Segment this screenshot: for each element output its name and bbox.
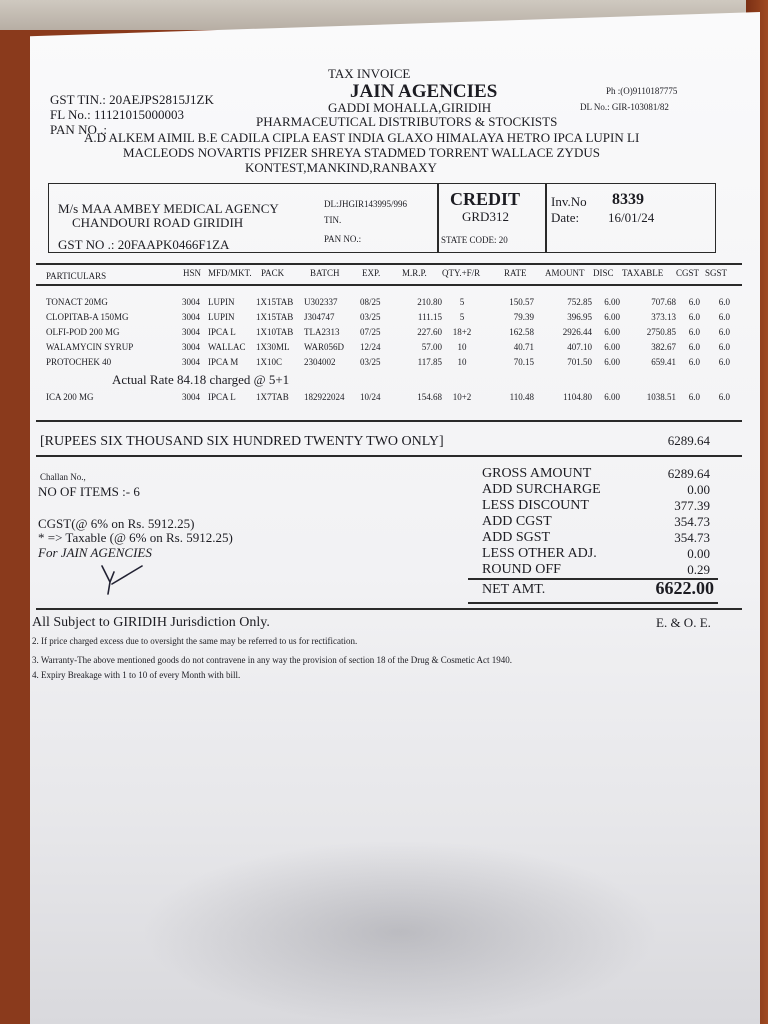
total-value: 377.39 [674, 498, 710, 513]
brands-line-1: A.D ALKEM AIMIL B.E CADILA CIPLA EAST INDIA GLAXO HIMALAYA HETRO IPCA LUPIN LI [84, 130, 640, 145]
cell-mfd: LUPIN [208, 297, 235, 307]
cell-batch: TLA2313 [304, 327, 340, 337]
cell-amount: 701.50 [567, 357, 592, 367]
cell-amount: 2926.44 [562, 327, 592, 337]
cell-disc: 6.00 [604, 312, 620, 322]
cell-sgst: 6.0 [718, 357, 730, 367]
fl-number: FL No.: 11121015000003 [50, 107, 184, 122]
cell-mfd: WALLAC [208, 342, 246, 352]
cell-disc: 6.00 [604, 342, 620, 352]
col-particulars: PARTICULARS [46, 271, 107, 281]
cell-mfd: IPCA M [208, 357, 239, 367]
cell-exp: 10/24 [360, 392, 381, 402]
cell-sgst: 6.0 [718, 327, 730, 337]
total-value: 0.00 [687, 482, 710, 497]
cell-mrp: 227.60 [417, 327, 442, 337]
col-exp: EXP. [362, 268, 381, 278]
col-amount: AMOUNT [545, 268, 585, 278]
cell-hsn: 3004 [182, 327, 200, 337]
signature-mark [92, 558, 152, 598]
net-amount-label: NET AMT. [482, 582, 546, 597]
cell-amount: 752.85 [567, 297, 592, 307]
route-code: GRD312 [462, 209, 509, 224]
cell-batch: WAR056D [304, 342, 344, 352]
col-batch: BATCH [310, 268, 340, 278]
company-dl-number: DL No.: GIR-103081/82 [580, 102, 669, 112]
col-sgst: SGST [705, 268, 728, 278]
cell-cgst: 6.0 [688, 312, 700, 322]
total-value: 6289.64 [667, 466, 710, 481]
cell-cgst: 6.0 [688, 357, 700, 367]
cell-qty: 18+2 [452, 327, 472, 337]
cell-mrp: 210.80 [417, 297, 442, 307]
total-label: ADD SURCHARGE [482, 482, 601, 497]
cell-disc: 6.00 [604, 297, 620, 307]
payment-type: CREDIT [450, 189, 521, 209]
cell-batch: 2304002 [304, 357, 336, 367]
cell-rate: 40.71 [513, 342, 534, 352]
cell-mfd: IPCA L [208, 392, 236, 402]
cell-particulars: TONACT 20MG [46, 297, 108, 307]
cell-disc: 6.00 [604, 357, 620, 367]
total-value: 0.29 [687, 562, 710, 577]
cell-exp: 12/24 [360, 342, 381, 352]
cell-exp: 03/25 [360, 312, 381, 322]
company-name: JAIN AGENCIES [350, 81, 498, 102]
gst-tin: GST TIN.: 20AEJPS2815J1ZK [50, 92, 214, 107]
brands-line-2: MACLEODS NOVARTIS PFIZER SHREYA STADMED TORRENT WALLACE ZYDUS [123, 145, 600, 160]
paper-shadow [140, 840, 660, 1024]
cell-particulars: PROTOCHEK 40 [46, 357, 112, 367]
footer-note-4: 4. Expiry Breakage with 1 to 10 of every Month with bill. [32, 670, 241, 680]
cell-taxable: 373.13 [651, 312, 676, 322]
cell-cgst: 6.0 [688, 342, 700, 352]
table-header-rule [36, 284, 742, 286]
cell-batch: 182922024 [304, 392, 345, 402]
cell-batch: J304747 [304, 312, 335, 322]
invoice-number-label: Inv.No [551, 194, 587, 209]
cell-mrp: 117.85 [417, 357, 442, 367]
cgst-note: CGST(@ 6% on Rs. 5912.25) [38, 516, 195, 531]
total-label: GROSS AMOUNT [482, 466, 592, 481]
company-phone: Ph :(O)9110187775 [606, 86, 678, 96]
cell-amount: 407.10 [567, 342, 592, 352]
pan-number: PAN NO .: [50, 122, 107, 137]
cell-sgst: 6.0 [718, 312, 730, 322]
customer-gst: GST NO .: 20FAAPK0466F1ZA [58, 237, 230, 252]
cell-sgst: 6.0 [718, 392, 730, 402]
document-type: TAX INVOICE [328, 66, 411, 81]
customer-divider-1 [437, 184, 439, 252]
jurisdiction-note: All Subject to GIRIDIH Jurisdiction Only. [32, 615, 270, 630]
for-company: For JAIN AGENCIES [38, 545, 152, 560]
col-pack: PACK [261, 268, 285, 278]
cell-qty: 5 [459, 312, 465, 322]
actual-rate-note: Actual Rate 84.18 charged @ 5+1 [112, 372, 290, 387]
cell-cgst: 6.0 [688, 297, 700, 307]
cell-rate: 110.48 [509, 392, 534, 402]
cell-pack: 1X15TAB [256, 297, 294, 307]
cell-cgst: 6.0 [688, 392, 700, 402]
state-code: STATE CODE: 20 [441, 235, 508, 245]
cell-qty: 10 [457, 357, 467, 367]
customer-address: CHANDOURI ROAD GIRIDIH [72, 215, 244, 230]
col-taxable: TAXABLE [622, 268, 664, 278]
cell-pack: 1X15TAB [256, 312, 294, 322]
cell-pack: 1X7TAB [256, 392, 289, 402]
total-label: LESS OTHER ADJ. [482, 546, 597, 561]
total-label: ADD CGST [482, 514, 552, 529]
total-value: 0.00 [687, 546, 710, 561]
cell-particulars: OLFI-POD 200 MG [46, 327, 120, 337]
cell-sgst: 6.0 [718, 342, 730, 352]
cell-rate: 70.15 [513, 357, 534, 367]
cell-hsn: 3004 [182, 312, 200, 322]
cell-qty: 5 [459, 297, 465, 307]
table-bottom-rule [36, 420, 742, 422]
net-bottom-rule [468, 602, 718, 604]
cell-taxable: 659.41 [651, 357, 676, 367]
customer-divider-2 [545, 184, 547, 252]
cell-mfd: IPCA L [208, 327, 236, 337]
cell-pack: 1X10TAB [256, 327, 294, 337]
cell-taxable: 707.68 [651, 297, 676, 307]
customer-dl: DL:JHGIR143995/996 [324, 199, 407, 209]
cell-batch: U302337 [304, 297, 338, 307]
cell-disc: 6.00 [604, 392, 620, 402]
cell-pack: 1X30ML [256, 342, 290, 352]
cell-disc: 6.00 [604, 327, 620, 337]
col-disc: DISC [593, 268, 614, 278]
cell-particulars: CLOPITAB-A 150MG [46, 312, 129, 322]
cell-rate: 79.39 [513, 312, 534, 322]
col-qty: QTY.+F/R [442, 268, 481, 278]
cell-amount: 1104.80 [563, 392, 592, 402]
subtotal-amount: 6289.64 [667, 433, 710, 448]
invoice-date-label: Date: [551, 210, 580, 225]
cell-taxable: 2750.85 [646, 327, 676, 337]
cell-hsn: 3004 [182, 342, 200, 352]
cell-hsn: 3004 [182, 297, 200, 307]
cell-pack: 1X10C [256, 357, 283, 367]
total-label: ADD SGST [482, 530, 551, 545]
total-label: LESS DISCOUNT [482, 498, 589, 513]
total-label: ROUND OFF [482, 562, 561, 577]
cell-taxable: 1038.51 [646, 392, 676, 402]
words-rule [36, 455, 742, 457]
col-cgst: CGST [676, 268, 700, 278]
footer-note-2: 2. If price charged excess due to oversight the same may be referred to us for rectification. [32, 636, 358, 646]
errors-omissions: E. & O. E. [656, 615, 711, 630]
invoice-date: 16/01/24 [608, 210, 655, 225]
customer-name: M/s MAA AMBEY MEDICAL AGENCY [58, 201, 279, 216]
cell-mrp: 154.68 [417, 392, 442, 402]
invoice-number: 8339 [612, 191, 644, 208]
cell-particulars: WALAMYCIN SYRUP [46, 342, 134, 352]
footer-rule [36, 608, 742, 610]
footer-note-3: 3. Warranty-The above mentioned goods do not contravene in any way the provision of section 18 of the Drug & Cosmetic Act 1940. [32, 655, 513, 665]
cell-qty: 10 [457, 342, 467, 352]
cell-exp: 03/25 [360, 357, 381, 367]
cell-mfd: LUPIN [208, 312, 235, 322]
table-top-rule [36, 263, 742, 265]
brands-line-3: KONTEST,MANKIND,RANBAXY [245, 160, 437, 175]
taxable-note: * => Taxable (@ 6% on Rs. 5912.25) [38, 530, 233, 545]
cell-exp: 07/25 [360, 327, 381, 337]
cell-mrp: 111.15 [417, 312, 442, 322]
col-rate: RATE [504, 268, 527, 278]
cell-rate: 150.57 [509, 297, 534, 307]
cell-sgst: 6.0 [718, 297, 730, 307]
customer-pan: PAN NO.: [324, 234, 362, 244]
col-hsn: HSN [183, 268, 202, 278]
cell-exp: 08/25 [360, 297, 381, 307]
cell-rate: 162.58 [509, 327, 534, 337]
total-value: 354.73 [674, 530, 710, 545]
amount-in-words: [RUPEES SIX THOUSAND SIX HUNDRED TWENTY TWO ONLY] [40, 434, 444, 449]
cell-taxable: 382.67 [651, 342, 676, 352]
cell-particulars: ICA 200 MG [46, 392, 94, 402]
col-mrp: M.R.P. [402, 268, 427, 278]
company-business: PHARMACEUTICAL DISTRIBUTORS & STOCKISTS [256, 114, 558, 129]
challan-number: Challan No., [40, 472, 86, 482]
company-address: GADDI MOHALLA,GIRIDIH [328, 100, 492, 115]
cell-mrp: 57.00 [421, 342, 442, 352]
net-amount-value: 6622.00 [655, 578, 714, 598]
customer-tin: TIN. [324, 215, 342, 225]
items-count: NO OF ITEMS :- 6 [38, 484, 140, 499]
cell-hsn: 3004 [182, 392, 200, 402]
cell-cgst: 6.0 [688, 327, 700, 337]
cell-hsn: 3004 [182, 357, 200, 367]
col-mfd: MFD/MKT. [208, 268, 252, 278]
cell-amount: 396.95 [567, 312, 592, 322]
cell-qty: 10+2 [452, 392, 472, 402]
total-value: 354.73 [674, 514, 710, 529]
